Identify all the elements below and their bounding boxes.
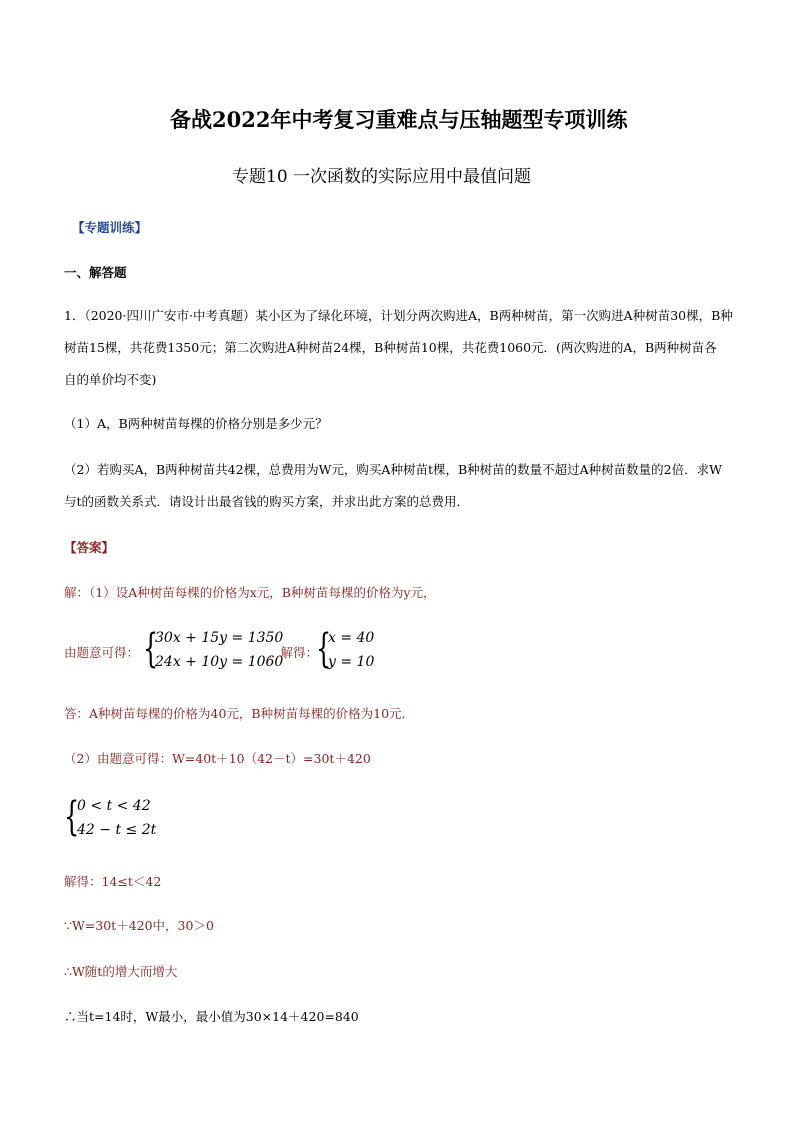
answer-line-2-mid: ，解得： xyxy=(268,645,319,660)
question-line-3: 自的单价均不变) xyxy=(64,372,157,387)
answer-line-8: ∴当t=14时，W最小，最小值为30×14＋420=840 xyxy=(64,1009,359,1024)
question-line-2: 树苗15棵，共花费1350元；第二次购进A种树苗24棵，B种树苗10棵，共花费1060元．(两次购进的A，B两种树苗各 xyxy=(64,340,717,355)
answer-line-5: 解得：14≤t＜42 xyxy=(64,874,162,889)
answer-line-6: ∵W=30t＋420中，30＞0 xyxy=(64,918,214,933)
part-heading: 一、解答题 xyxy=(64,265,127,280)
document-title: 备战2022年中考复习重难点与压轴题型专项训练 xyxy=(170,107,628,132)
system-3-eq-a: 0 < t < 42 xyxy=(77,798,151,814)
answer-line-4: （2）由题意可得：W=40t＋10（42－t）=30t＋420 xyxy=(64,751,371,766)
system-brace-2: { xyxy=(316,626,332,672)
answer-line-7: ∴W随t的增大而增大 xyxy=(64,964,178,979)
section-tag: 【专题训练】 xyxy=(72,220,148,235)
answer-line-3: 答：A种树苗每棵的价格为40元，B种树苗每棵的价格为10元． xyxy=(64,706,415,721)
system-brace-3: { xyxy=(64,794,80,840)
answer-line-2-prefix: 由题意可得： xyxy=(64,645,140,660)
system-1-eq-b: 24x + 10y = 1060 xyxy=(155,654,284,670)
question-line-1: 1．（2020·四川广安市·中考真题）某小区为了绿化环境，计划分两次购进A，B两种树苗，第一次购进A种树苗30棵，B种 xyxy=(64,308,733,323)
system-brace-1: { xyxy=(143,626,159,672)
sub-question-2-line-1: （2）若购买A，B两种树苗共42棵，总费用为W元，购买A种树苗t棵，B种树苗的数量不超过A种树苗数量的2倍．求W xyxy=(64,462,722,477)
system-1-eq-a: 30x + 15y = 1350 xyxy=(155,630,284,646)
system-3-eq-b: 42 − t ≤ 2t xyxy=(77,822,157,838)
system-2-eq-b: y = 10 xyxy=(328,654,375,670)
answer-label: 【答案】 xyxy=(64,540,115,555)
answer-line-1: 解：（1）设A种树苗每棵的价格为x元，B种树苗每棵的价格为y元， xyxy=(64,585,436,600)
sub-question-1: （1）A，B两种树苗每棵的价格分别是多少元？ xyxy=(64,416,328,431)
sub-question-2-line-2: 与t的函数关系式．请设计出最省钱的购买方案，并求出此方案的总费用． xyxy=(64,494,470,509)
document-subtitle: 专题10 一次函数的实际应用中最值问题 xyxy=(232,167,532,187)
system-2-eq-a: x = 40 xyxy=(328,630,375,646)
